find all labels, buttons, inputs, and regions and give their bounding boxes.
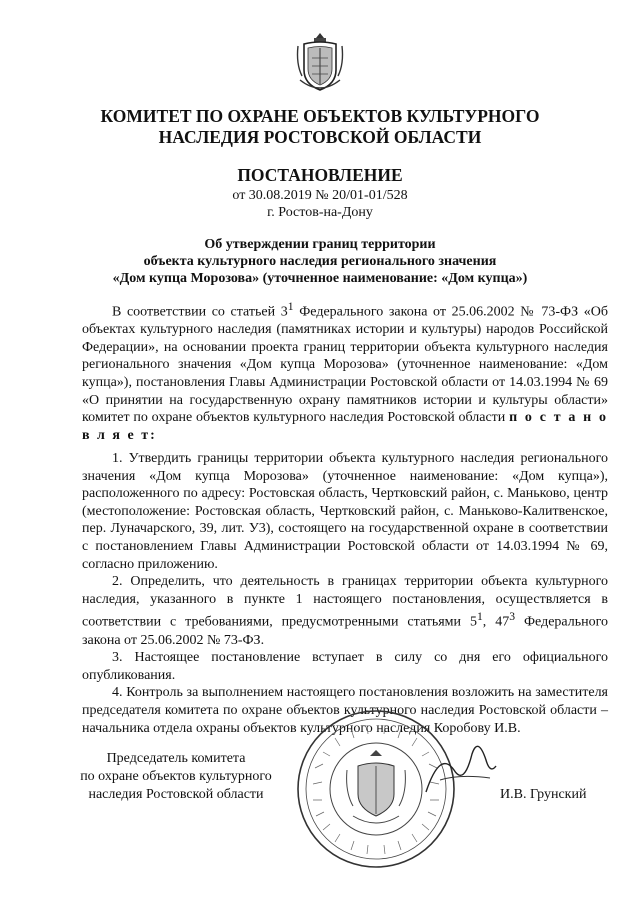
document-type: ПОСТАНОВЛЕНИЕ	[237, 165, 403, 185]
preamble-superscript: 1	[287, 300, 294, 313]
preamble-text-2: Федерального закона от 25.06.2002 № 73-ФЗ «Об объектах культурного наследия (памятниках истории и культуры) народов Российской Федерации», на основании проекта границ территории объекта культурного наследия регионального значения «Дом купца Морозова» (уточненное наименование: «Дом купца»), постановления Главы Администрации Ростовской области от 14.03.1994 № 69 «О принятии на государственную охрану памятников истории и культуры области» комитет по охране объектов культурного наследия Ростовской области	[82, 304, 608, 426]
item-2-sup-2: 3	[509, 610, 516, 624]
item-2-text-2: , 47	[482, 615, 510, 630]
org-line-2: НАСЛЕДИЯ РОСТОВСКОЙ ОБЛАСТИ	[158, 127, 482, 147]
subject-line-3: «Дом купца Морозова» (уточненное наименование: «Дом купца»)	[112, 271, 528, 286]
preamble-paragraph	[82, 298, 608, 444]
resolves-keyword: п о с т а н о в л я е т:	[82, 410, 608, 443]
signatory-title-line-3: наследия Ростовской области	[88, 787, 264, 802]
org-line-1: КОМИТЕТ ПО ОХРАНЕ ОБЪЕКТОВ КУЛЬТУРНОГО	[100, 106, 540, 126]
signatory-title	[76, 750, 276, 804]
document-date-number: от 30.08.2019 № 20/01-01/528	[232, 188, 408, 203]
resolution-items	[82, 450, 608, 737]
coat-of-arms-icon	[294, 30, 346, 94]
signatory-title-line-1: Председатель комитета	[106, 751, 246, 766]
handwritten-signature-icon	[420, 730, 500, 800]
item-2-text-3: Федерального закона от 25.06.2002 № 73-ФЗ.	[82, 615, 608, 648]
subject-line-2: объекта культурного наследия регионального значения	[143, 254, 497, 269]
item-4: 4. Контроль за выполнением настоящего постановления возложить на заместителя председателя комитета по охране объектов культурного наследия Ростовской области – начальника отдела охраны объектов культурного наследия Коробову И.В.	[82, 685, 608, 736]
item-2	[82, 573, 608, 649]
item-2-sup-1: 1	[476, 610, 483, 624]
signatory-title-line-2: по охране объектов культурного	[80, 769, 272, 784]
document-city: г. Ростов-на-Дону	[267, 205, 373, 220]
item-3: 3. Настоящее постановление вступает в силу со дня его официального опубликования.	[82, 650, 608, 683]
document-subject	[60, 236, 580, 287]
item-2-text-1: 2. Определить, что деятельность в границах территории объекта культурного наследия, указанного в пункте 1 настоящего постановления, осуществляется в соответствии с требованиями, предусмотренными статьями 5	[82, 574, 608, 630]
organization-name	[60, 106, 580, 148]
item-1: 1. Утвердить границы территории объекта культурного наследия регионального значения «Дом купца Морозова» (уточненное наименование: «Дом купца»), расположенного по адресу: Ростовская область, Чертковский район, с. Маньково, центр (местоположение: Ростовская область, Чертковский район, с. Маньково-Калитвенское, пер. Луначарского, 39, лит. У3), состоящего на государственной охране в соответствии с постановлением Главы Администрации Ростовской области от 14.03.1994 № 69, согласно приложению.	[82, 451, 608, 572]
signatory-name: И.В. Грунский	[500, 787, 587, 802]
preamble-text-1: В соответствии со статьей 3	[112, 304, 288, 320]
subject-line-1: Об утверждении границ территории	[204, 237, 436, 252]
